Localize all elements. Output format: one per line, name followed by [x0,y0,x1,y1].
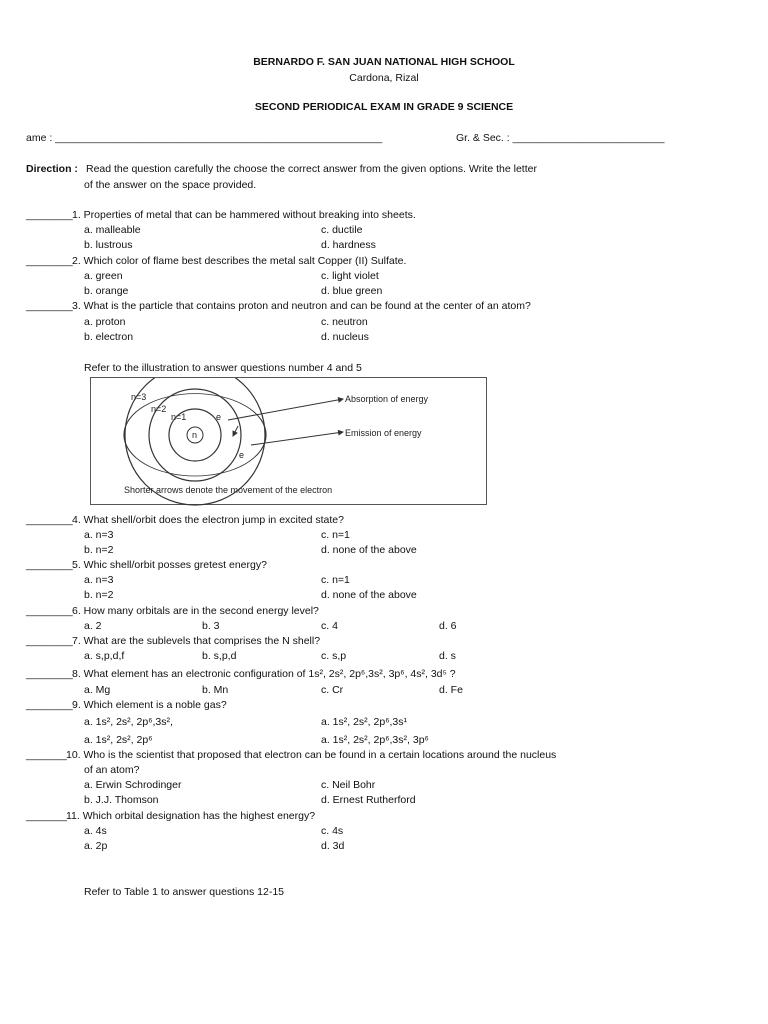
option: a. 1s², 2s², 2p⁶,3s², 3p⁶ [321,734,429,746]
nucleus-label: n [192,430,198,440]
option: b. n=2 [84,544,114,556]
exam-title: SECOND PERIODICAL EXAM IN GRADE 9 SCIENCE [254,101,514,113]
option: a. 1s², 2s², 2p⁶ [84,734,153,746]
option: a. Mg [84,684,111,696]
option: b. electron [84,331,134,343]
option: d. nucleus [321,331,369,343]
option: a. 2p [84,840,108,852]
option: a. n=3 [84,529,114,541]
option: d. 6 [439,620,457,632]
question-text: 6. How many orbitals are in the second energy level? [72,605,319,617]
absorption-label: Absorption of energy [345,394,429,404]
option: c. s,p [321,650,347,662]
option: a. proton [84,316,126,328]
option: d. hardness [321,239,376,251]
option: c. n=1 [321,574,350,586]
answer-blank[interactable]: ________ [26,559,73,571]
answer-blank[interactable]: ________ [26,300,73,312]
option: a. n=3 [84,574,114,586]
question-text: 7. What are the sublevels that comprises the N shell? [72,635,321,647]
school-location: Cardona, Rizal [349,72,419,84]
label-n1: n=1 [171,412,187,422]
option: a. green [84,270,123,282]
option: b. J.J. Thomson [84,794,159,806]
option: b. lustrous [84,239,133,251]
option: b. 3 [202,620,220,632]
grade-section-field[interactable]: Gr. & Sec. : __________________________ [456,132,665,144]
answer-blank[interactable]: ________ [26,668,73,680]
figure-caption: Shorter arrows denote the movement of the electron [124,485,333,495]
question-text: 4. What shell/orbit does the electron jump in excited state? [72,514,344,526]
option: c. neutron [321,316,368,328]
option: b. orange [84,285,129,297]
name-field[interactable]: ame : ________________________________________________________ [26,132,383,144]
refer-illustration-note: Refer to the illustration to answer questions number 4 and 5 [84,362,362,374]
direction-line-1: Read the question carefully the choose the correct answer from the given options. Write the letter [86,163,537,175]
option: c. Neil Bohr [321,779,376,791]
question-text: 1. Properties of metal that can be hammered without breaking into sheets. [72,209,416,221]
question-text: 11. Which orbital designation has the highest energy? [66,810,316,822]
option: a. Erwin Schrodinger [84,779,182,791]
answer-blank[interactable]: _______ [26,749,67,761]
option: a. s,p,d,f [84,650,125,662]
electron-label-2: e [239,450,245,460]
refer-table-note: Refer to Table 1 to answer questions 12-15 [84,886,285,898]
option: c. ductile [321,224,363,236]
question-text: 9. Which element is a noble gas? [72,699,227,711]
option: c. 4 [321,620,338,632]
option: a. 1s², 2s², 2p⁶,3s¹ [321,716,408,728]
option: c. 4s [321,825,344,837]
option: c. Cr [321,684,344,696]
answer-blank[interactable]: ________ [26,635,73,647]
option: a. 4s [84,825,107,837]
option: a. 1s², 2s², 2p⁶,3s², [84,716,173,728]
option: d. s [439,650,456,662]
option: d. Fe [439,684,463,696]
answer-blank[interactable]: ________ [26,255,73,267]
school-name: BERNARDO F. SAN JUAN NATIONAL HIGH SCHOOL [253,56,515,68]
option: b. Mn [202,684,229,696]
direction-label: Direction : [26,163,78,175]
label-n3: n=3 [131,392,147,402]
option: a. malleable [84,224,141,236]
option: d. none of the above [321,589,417,601]
option: a. 2 [84,620,102,632]
bohr-model-diagram [91,378,488,506]
atom-illustration [90,377,487,505]
option: c. n=1 [321,529,350,541]
option: d. blue green [321,285,383,297]
emission-label: Emission of energy [345,428,422,438]
option: b. s,p,d [202,650,237,662]
answer-blank[interactable]: ________ [26,514,73,526]
electron-label-1: e [216,412,222,422]
answer-blank[interactable]: _______ [26,810,67,822]
question-text: 3. What is the particle that contains proton and neutron and can be found at the center of an atom? [72,300,531,312]
option: b. n=2 [84,589,114,601]
direction-line-2: of the answer on the space provided. [84,179,257,191]
label-n2: n=2 [151,404,167,414]
question-text: 10. Who is the scientist that proposed that electron can be found in a certain locations around the nucleus [66,749,557,761]
question-text-continued: of an atom? [84,764,140,776]
option: d. 3d [321,840,345,852]
question-text: 5. Whic shell/orbit posses gretest energy? [72,559,267,571]
absorption-arrow [228,399,343,420]
electron-jump-arrow [233,426,238,436]
answer-blank[interactable]: ________ [26,699,73,711]
answer-blank[interactable]: ________ [26,605,73,617]
question-text: 2. Which color of flame best describes the metal salt Copper (II) Sulfate. [72,255,407,267]
question-text: 8. What element has an electronic configuration of 1s², 2s², 2p⁶,3s², 3p⁶, 4s², 3d⁵ ? [72,668,456,680]
answer-blank[interactable]: ________ [26,209,73,221]
option: d. none of the above [321,544,417,556]
option: d. Ernest Rutherford [321,794,416,806]
option: c. light violet [321,270,379,282]
